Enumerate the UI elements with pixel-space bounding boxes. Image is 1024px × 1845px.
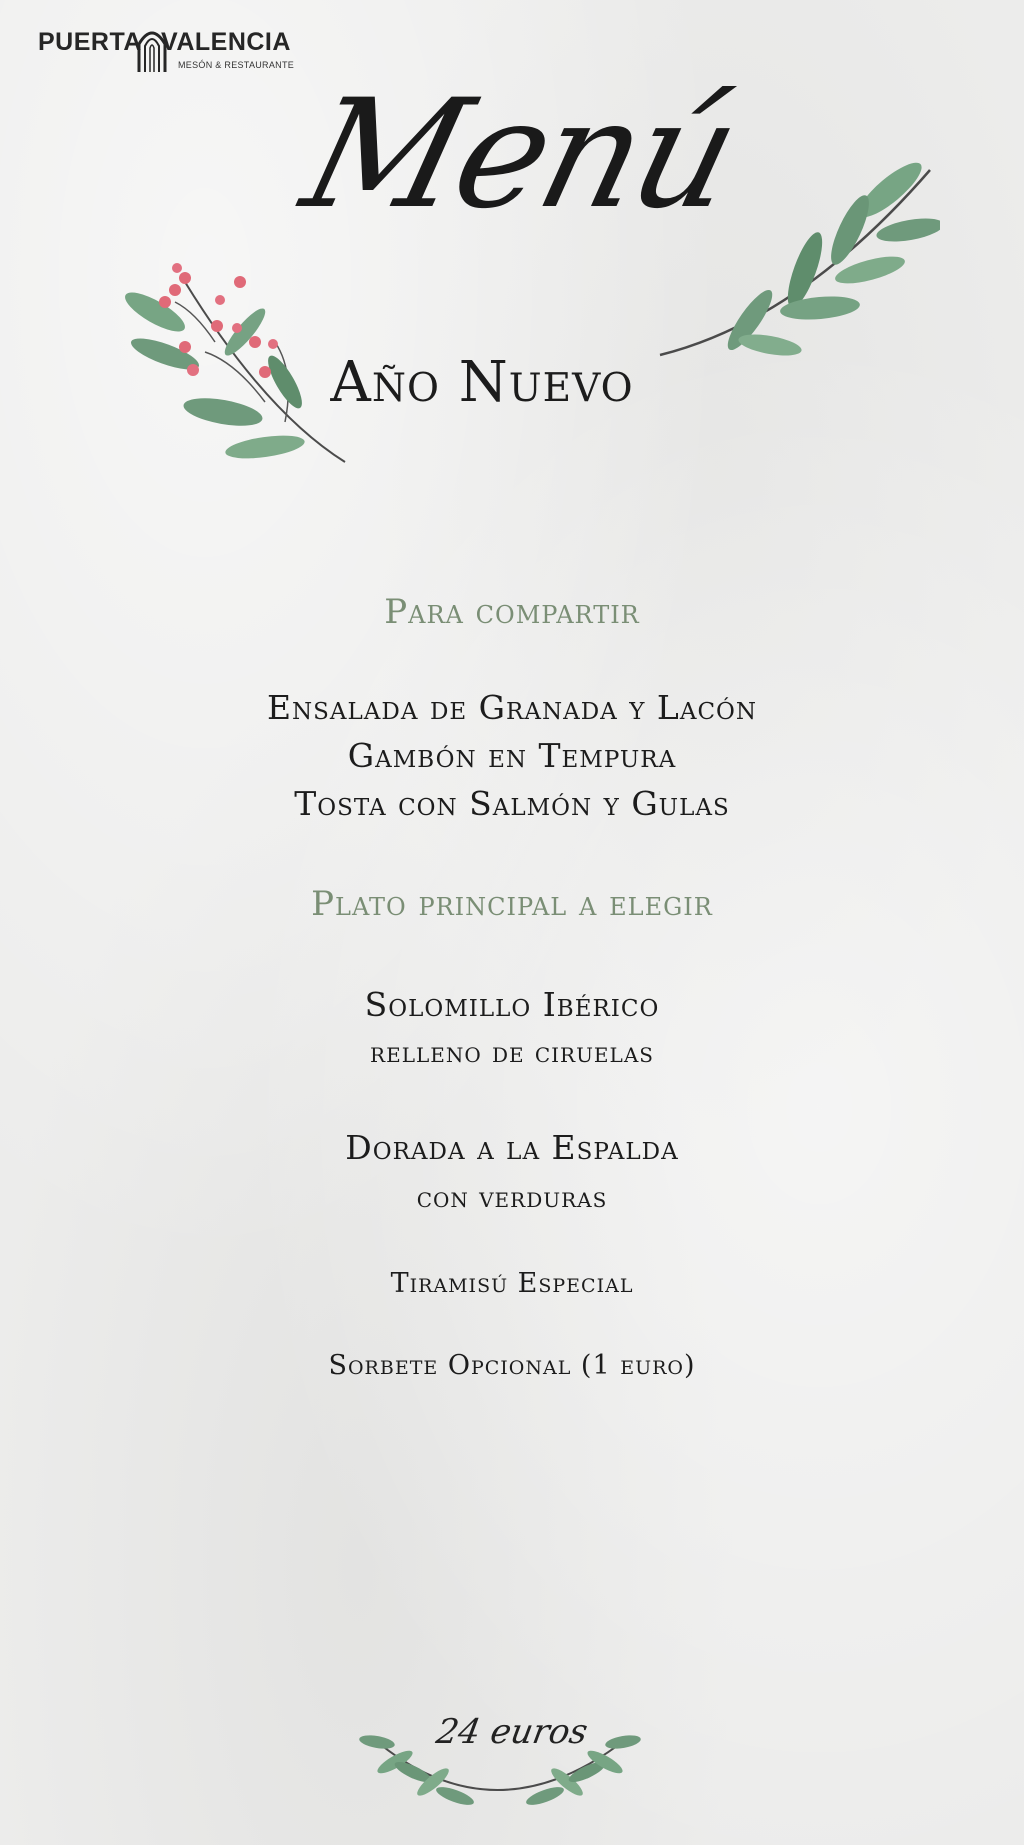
dish-detail: con verduras xyxy=(416,1180,608,1214)
restaurant-logo[interactable] xyxy=(38,24,300,80)
menu-item: Ensalada de Granada y Lacón xyxy=(266,688,758,727)
menu-item: Gambón en Tempura xyxy=(347,736,677,775)
logo-word-valencia: VALENCIA xyxy=(161,28,291,56)
section-heading-main: Plato principal a elegir xyxy=(311,884,713,924)
dish-name: Solomillo Ibérico xyxy=(364,985,660,1024)
logo-tagline: MESÓN & RESTAURANTE xyxy=(178,60,295,70)
menu-subtitle: Año Nuevo xyxy=(330,350,634,415)
section-heading-share: Para compartir xyxy=(384,592,640,632)
dish-detail: relleno de ciruelas xyxy=(370,1035,654,1069)
menu-item: Tosta con Salmón y Gulas xyxy=(294,784,730,823)
menu-price: 24 euros xyxy=(433,1712,591,1752)
dessert-item: Tiramisú Especial xyxy=(390,1268,634,1299)
logo-word-puerta: PUERTA xyxy=(38,28,142,56)
dish-name: Dorada a la Espalda xyxy=(345,1128,679,1167)
menu-title: Menú xyxy=(288,68,752,242)
sorbet-item: Sorbete Opcional (1 euro) xyxy=(328,1350,696,1381)
